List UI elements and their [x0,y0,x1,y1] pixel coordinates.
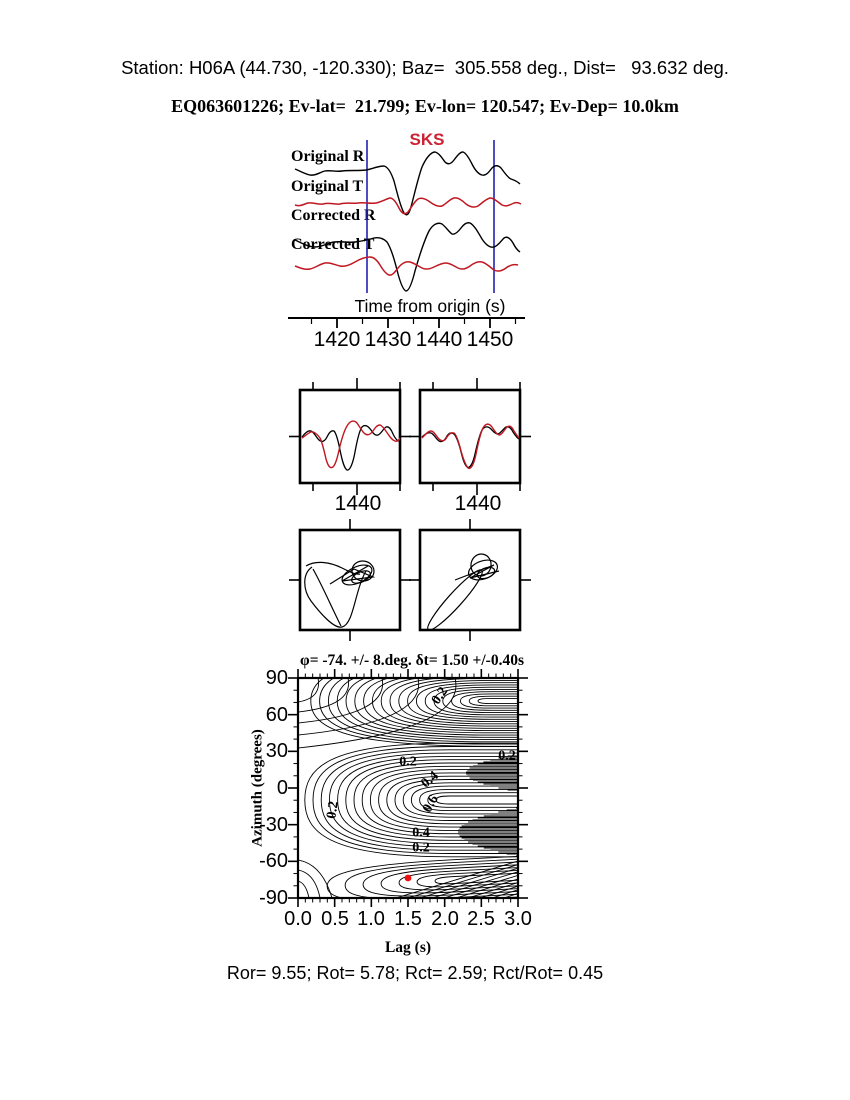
right-box-black [422,427,519,468]
seismogram-traces [295,152,521,291]
contour-label-0.2-left: 0.2 [324,800,342,820]
left-box-black [302,426,399,471]
trace-label-original-t: Original T [291,178,364,195]
xtick-3.0: 3.0 [504,908,532,930]
xtick-0.5: 0.5 [321,908,349,930]
comparison-waveforms [302,421,519,470]
contour-xlabel: Lag (s) [384,939,432,956]
xtick-1.0: 1.0 [357,908,385,930]
contour-label-0.2-right: 0.2 [498,748,516,764]
xtick-2.5: 2.5 [467,908,495,930]
phase-label-sks: SKS [409,130,445,149]
trace-corrected-t [295,257,518,275]
ytick-60: 60 [265,704,288,726]
event-header: EQ063601226; Ev-lat= 21.799; Ev-lon= 120.547; Ev-Dep= 10.0km [171,96,679,116]
best-fit-dot [405,875,412,882]
contour-label-0.2-low: 0.2 [412,840,430,856]
ytick-30: 30 [265,740,288,762]
contour-label-0.6: 0.6 [420,792,442,816]
time-tick-1430: 1430 [364,328,412,351]
pick-window-lines [367,140,494,293]
contour-label-0.4-mid: 0.4 [418,768,442,792]
particle-motion-curves [305,552,500,634]
left-box-tick-label: 1440 [334,492,382,515]
time-tick-1450: 1450 [466,328,514,351]
right-box-red [422,424,519,468]
ytick-90: 90 [265,667,288,689]
trace-label-corrected-t: Corrected T [291,236,375,253]
right-box-tick-label: 1440 [454,492,502,515]
time-tick-1420: 1420 [313,328,361,351]
trace-label-corrected-r: Corrected R [291,207,376,224]
right-pm-box [420,530,520,630]
left-pm-loop1 [339,561,375,589]
contour-title: φ= -74. +/- 8.deg. δt= 1.50 +/-0.40s [300,652,524,669]
contour-ylabel: Azimuth (degrees) [249,729,266,847]
time-tick-1440: 1440 [415,328,463,351]
xtick-1.5: 1.5 [394,908,422,930]
result-stats-line: Ror= 9.55; Rot= 5.78; Rct= 2.59; Rct/Rot= 0.45 [226,963,604,983]
time-axis-label: Time from origin (s) [354,296,506,316]
left-pm-sweep [305,567,366,627]
trace-label-original-r: Original R [291,148,365,165]
xtick-0.0: 0.0 [284,908,312,930]
trace-original-r [295,152,520,215]
left-pm-chord [313,569,341,626]
right-pm-zigzag [455,565,499,580]
station-header: Station: H06A (44.730, -120.330); Baz= 305.558 deg., Dist= 93.632 deg. [121,57,729,78]
contour-lines [298,656,519,907]
contour-label-0.2-top: 0.2 [428,684,452,708]
time-axis [288,318,525,328]
ytick-n30: -30 [259,814,288,836]
contour-label-0.2-mid: 0.2 [399,754,417,770]
ytick-n90: -90 [259,887,288,909]
ytick-n60: -60 [259,850,288,872]
trace-original-t [295,198,521,214]
box-ticks [289,378,531,641]
contour-label-0.4-low: 0.4 [412,825,430,841]
trace-corrected-r [295,223,520,291]
xtick-2.0: 2.0 [431,908,459,930]
ytick-0: 0 [276,777,288,799]
